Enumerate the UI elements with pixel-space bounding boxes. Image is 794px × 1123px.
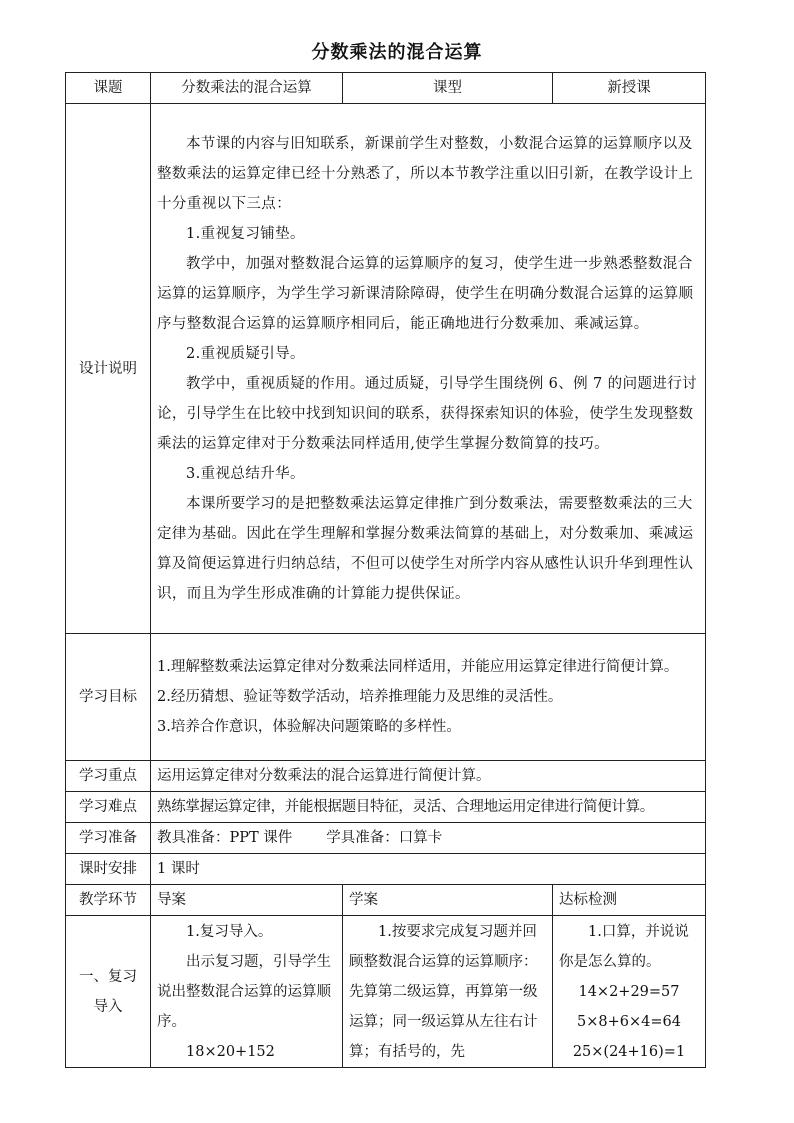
check-expression: 25×(24+16)=1 xyxy=(572,1043,686,1060)
row-process-header xyxy=(66,885,706,916)
row-key-point xyxy=(66,761,706,792)
guide-line: 出示复习题，引导学生说出整数混合运算的运算顺序。 xyxy=(157,953,331,1030)
schedule-label: 课时安排 xyxy=(66,854,151,885)
key-point-label: 学习重点 xyxy=(66,761,151,792)
design-paragraph: 本课所要学习的是把整数乘法运算定律推广到分数乘法，需要整数乘法的三大定律为基础。因此在学生理解和掌握分数乘法简算的基础上，对分数乘加、乘减运算及简便运算进行归纳总结，不但可以使学生对所学内容从感性认识升华到理性认识，而且为学生形成准确的计算能力提供保证。 xyxy=(157,495,694,602)
stage-1-guide xyxy=(151,916,343,1068)
check-expression: 14×2+29=57 xyxy=(578,983,680,1000)
teacher-prep: 教具准备：PPT 课件 xyxy=(157,830,293,846)
stage-name-line: 导入 xyxy=(93,998,123,1015)
guide-expression: 18×20+152 xyxy=(186,1043,275,1060)
check-expression: 5×8+6×4=64 xyxy=(577,1013,681,1030)
design-point-heading: 2.重视质疑引导。 xyxy=(186,345,305,362)
row-difficulty xyxy=(66,792,706,823)
study-line: 1.按要求完成复习题并回顾整数混合运算的运算顺序：先算第二级运算，再算第一级运算；同一级运算从左往右计算；有括号的，先 xyxy=(349,923,538,1060)
design-label: 设计说明 xyxy=(66,104,151,634)
design-paragraph: 本节课的内容与旧知联系，新课前学生对整数，小数混合运算的运算顺序以及整数乘法的运算定律已经十分熟悉了，所以本节教学注重以旧引新，在教学设计上十分重视以下三点： xyxy=(157,135,694,212)
stage-header: 教学环节 xyxy=(66,885,151,916)
design-paragraph: 教学中，重视质疑的作用。通过质疑，引导学生围绕例 6、例 7 的问题进行讨论，引导学生在比较中找到知识间的联系，获得探索知识的体验，使学生发现整数乘法的运算定律对于分数乘法同样适用,使学生掌握分数简算的技巧。 xyxy=(157,375,698,452)
row-topic xyxy=(66,73,706,104)
prep-content xyxy=(151,823,706,854)
guide-header: 导案 xyxy=(151,885,343,916)
difficulty-label: 学习难点 xyxy=(66,792,151,823)
lesson-plan-table xyxy=(65,72,706,1068)
stage-1-study xyxy=(343,916,553,1068)
row-prep xyxy=(66,823,706,854)
type-label: 课型 xyxy=(343,73,553,104)
topic-value: 分数乘法的混合运算 xyxy=(151,73,343,104)
document-title: 分数乘法的混合运算 xyxy=(311,42,483,63)
goal-item: 1.理解整数乘法运算定律对分数乘法同样适用，并能应用运算定律进行简便计算。 xyxy=(157,659,679,675)
row-stage-1 xyxy=(66,916,706,1068)
check-header: 达标检测 xyxy=(553,885,706,916)
goals-label: 学习目标 xyxy=(66,634,151,761)
check-line: 1.口算，并说说你是怎么算的。 xyxy=(559,923,689,970)
stage-1-name xyxy=(66,916,151,1068)
stage-name-line: 一、复习 xyxy=(79,968,137,985)
goal-item: 2.经历猜想、验证等数学活动，培养推理能力及思维的灵活性。 xyxy=(157,689,563,705)
difficulty-value: 熟练掌握运算定律，并能根据题目特征，灵活、合理地运用定律进行简便计算。 xyxy=(151,792,706,823)
design-paragraph: 教学中，加强对整数混合运算的运算顺序的复习，使学生进一步熟悉整数混合运算的运算顺序，为学生学习新课清除障碍，使学生在明确分数混合运算的运算顺序与整数混合运算的运算顺序相同后，能正确地进行分数乘加、乘减运算。 xyxy=(157,255,694,332)
prep-label: 学习准备 xyxy=(66,823,151,854)
row-design xyxy=(66,104,706,634)
design-point-heading: 1.重视复习铺垫。 xyxy=(186,225,305,242)
row-goals xyxy=(66,634,706,761)
design-content xyxy=(151,104,706,634)
student-prep: 学具准备：口算卡 xyxy=(326,830,443,846)
row-schedule xyxy=(66,854,706,885)
goals-content xyxy=(151,634,706,761)
topic-label: 课题 xyxy=(66,73,151,104)
guide-line: 1.复习导入。 xyxy=(186,923,273,940)
key-point-value: 运用运算定律对分数乘法的混合运算进行简便计算。 xyxy=(151,761,706,792)
type-value: 新授课 xyxy=(553,73,706,104)
goal-item: 3.培养合作意识，体验解决问题策略的多样性。 xyxy=(157,719,461,735)
study-header: 学案 xyxy=(343,885,553,916)
schedule-value: 1 课时 xyxy=(151,854,706,885)
design-point-heading: 3.重视总结升华。 xyxy=(186,465,305,482)
stage-1-check xyxy=(553,916,706,1068)
